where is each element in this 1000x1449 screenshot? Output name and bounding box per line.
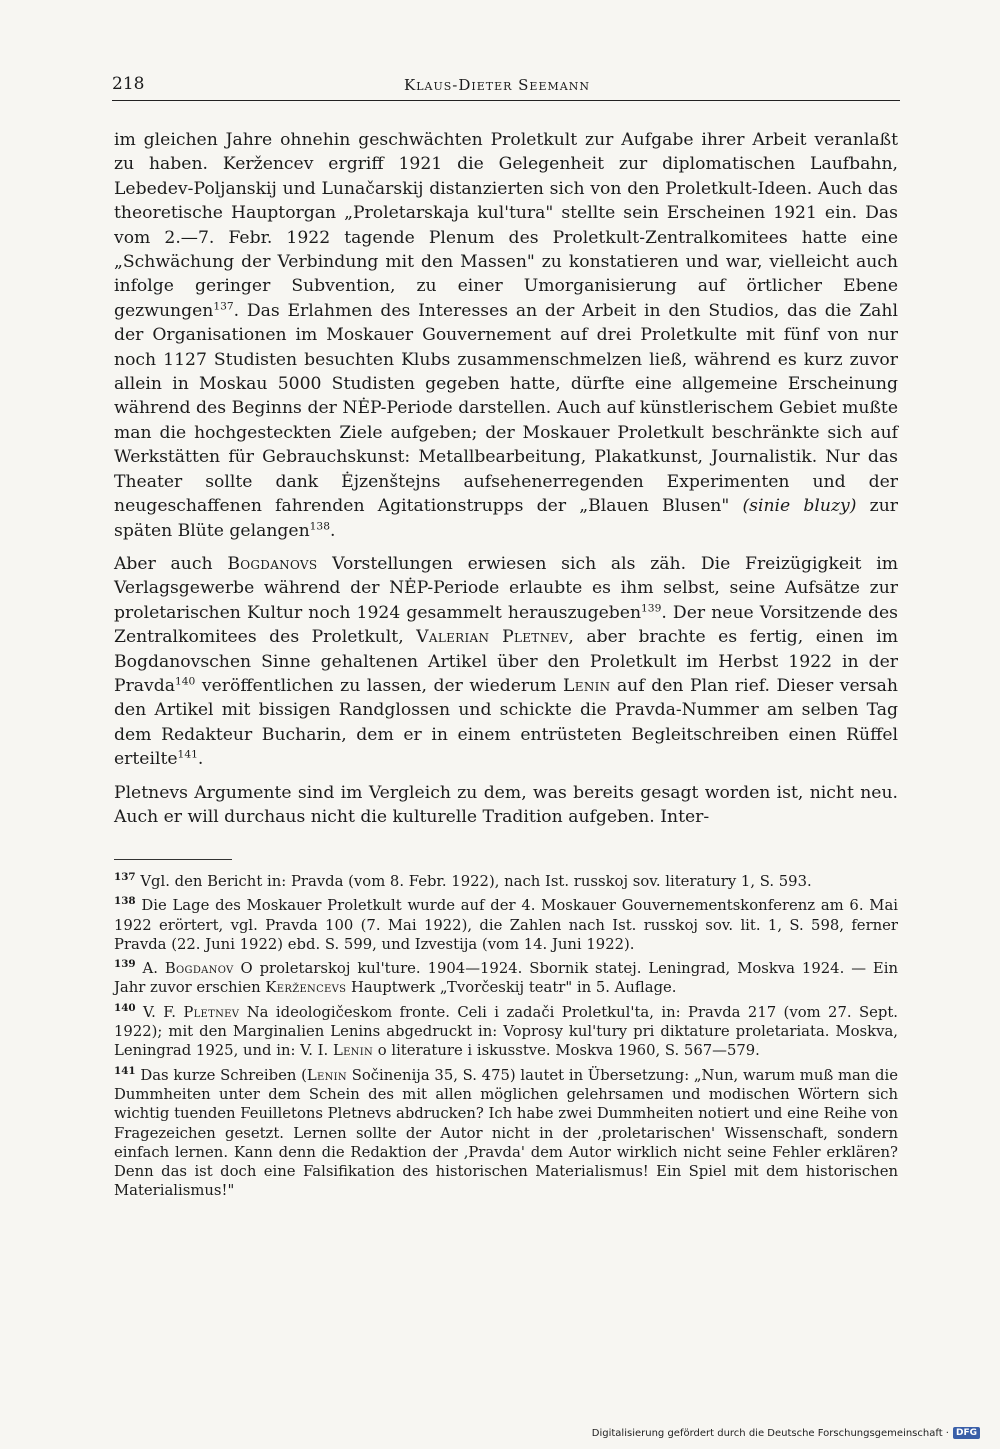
footnote-number: 138 [114,895,136,908]
dfg-logo-icon: DFG [953,1427,980,1439]
text-run: Vgl. den Bericht in: Pravda (vom 8. Febr. 1922), nach Ist. russkoj sov. literatury 1, S. 593. [135,873,812,890]
text-run: Vorstellungen erwiesen sich als zäh. Die Freizügigkeit im Verlagsgewerbe während der NĖP-Periode erlaubte es ihm selbst, seine Aufsätze zur proletarischen Kultur noch 1924 gesammelt herauszugeben [114,553,898,623]
author-name: Lenin [306,1066,347,1084]
footnote-141 [114,1066,898,1201]
page-number: 218 [112,74,145,94]
footnote-ref: 138 [309,518,330,532]
footnotes [114,872,898,1206]
author-name: Valerian Pletnev [416,627,569,648]
text-run: V. F. [135,1003,184,1021]
text-run: Die Lage des Moskauer Proletkult wurde auf der 4. Moskauer Gouvernementskonferenz am 6. Mai 1922 erörtert, vgl. Pravda 100 (7. Mai 1922), die Zahlen nach Ist. russkoj sov. lit. 1, S. 598, ferner Pravda (22. Juni 1922) ebd. S. 599, und Izvestija (vom 14. Juni 1922). [114,897,898,953]
footnote-ref: 139 [641,600,662,614]
author-name: Lenin [563,675,611,696]
footnote-number: 141 [114,1064,136,1077]
footnote-137 [114,872,898,891]
text-run: Sočinenija 35, S. 475) lautet in Übersetzung: „Nun, warum muß man die Dummheiten unter dem Schein des mit allen möglichen gelehrsamen und modischen Wörtern sich wichtig tuenden Feuilletons Pletnevs abdrucken? Ich habe zwei Dummheiten notiert und eine Reihe von Fragezeichen gesetzt. Lernen sollte der Autor nicht in der ‚proletarischen' Wissenschaft, sondern einfach lernen. Kann denn die Redaktion der ‚Pravda' dem Autor wirklich nicht seine Fehler erklären? Denn das ist doch eine Falsifikation des historischen Materialismus! Ein Spiel mit dem historischen Materialismus!" [114,1066,898,1200]
text-run: O proletarskoj kul'ture. 1904—1924. Sbornik statej. Leningrad, Moskva 1924. — Ein Jahr zuvor erschien [114,960,898,997]
author-name: Bogdanovs [227,553,318,574]
digitization-credit [592,1427,980,1439]
text-run: , aber brachte es fertig, einen im Bogdanovschen Sinne gehaltenen Artikel über den Proletkult im Herbst 1922 in der Pravda [114,627,898,696]
paragraph-1 [114,128,898,543]
footnote-ref: 137 [213,299,234,313]
author-name: Lenin [332,1042,374,1060]
body-text [114,128,898,838]
text-run: im gleichen Jahre ohnehin geschwächten Proletkult zur Aufgabe ihrer Arbeit veranlaßt zu haben. Keržencev ergriff 1921 die Gelegenheit zur diplomatischen Laufbahn, Lebedev-Poljanskij und Lunačarskij distanzierten sich von den Proletkult-Ideen. Auch das theoretische Hauptorgan „Proletarskaja kul'tura" stellte sein Erscheinen 1921 ein. Das vom 2.—7. Febr. 1922 tagende Plenum des Proletkult-Zentralkomitees hatte eine „Schwächung der Verbindung mit den Massen" zu konstatieren und war, vielleicht auch infolge geringer Subvention, zu einer Umorganisierung auf örtlicher Ebene gezwungen [114,130,898,321]
text-run: Das kurze Schreiben ( [135,1066,307,1084]
credit-text: Digitalisierung gefördert durch die Deutsche Forschungsgemeinschaft · [591,1427,949,1439]
paragraph-2 [114,552,898,772]
running-head: Klaus-Dieter Seemann [404,76,590,94]
page-header [112,74,900,101]
text-run: veröffentlichen zu lassen, der wiederum [195,675,564,696]
text-run: zur späten Blüte gelangen [114,496,899,541]
text-run: Hauptwerk „Tvorčeskij teatr" in 5. Auflage. [346,979,677,997]
text-run: o literature i iskusstve. Moskva 1960, S. 567—579. [373,1042,760,1060]
footnote-number: 137 [114,871,136,884]
footnote-ref: 141 [177,747,198,761]
footnote-number: 140 [114,1001,136,1014]
author-name: Pletnev [183,1003,240,1021]
author-name: Keržencevs [265,979,347,997]
paragraph-3 [114,781,898,830]
text-run: Aber auch [114,553,228,574]
footnote-divider [114,859,232,860]
text-run: . [330,520,336,541]
text-run: A. [135,960,165,978]
text-run: . [197,749,204,770]
italic-term: (sinie bluzy) [742,496,857,517]
text-run: Na ideologičeskom fronte. Celi i zadači Proletkul'ta, in: Pravda 217 (vom 27. Sept. 1922); mit den Marginalien Lenins abgedruckt in: Voprosy kul'tury pri diktature proletariata. Moskva, Leningrad 1925, und in: V. I. [114,1003,899,1060]
footnote-138 [114,896,898,954]
footnote-140 [114,1003,898,1061]
text-run: . Der neue Vorsitzende des Zentralkomitees des Proletkult, [114,602,898,648]
text-run: . Das Erlahmen des Interesses an der Arbeit in den Studios, das die Zahl der Organisationen im Moskauer Gouvernement auf drei Proletkulte mit fünf von nur noch 1127 Studisten besuchten Klubs zusammenschmelzen ließ, während es kurz zuvor allein in Moskau 5000 Studisten gegeben hatte, dürfte eine allgemeine Erscheinung während des Beginns der NĖP-Periode darstellen. Auch auf künstlerischem Gebiet mußte man die hochgesteckten Ziele aufgeben; der Moskauer Proletkult beschränkte sich auf Werkstätten für Gebrauchskunst: Metallbearbeitung, Plakatkunst, Journalistik. Nur das Theater sollte dank Ėjzenštejns aufsehenerregenden Experimenten und der neugeschaffenen fahrenden Agitationstrupps der „Blauen Blusen" [114,300,898,517]
text-run: Pletnevs Argumente sind im Vergleich zu dem, was bereits gesagt worden ist, nicht neu. Auch er will durchaus nicht die kulturelle Tradition aufgeben. Inter- [114,782,898,827]
author-name: Bogdanov [164,960,234,978]
footnote-139 [114,959,898,998]
text-run: auf den Plan rief. Dieser versah den Artikel mit bissigen Randglossen und schickte die Pravda-Nummer am selben Tag dem Redakteur Bucharin, dem er in einem entrüsteten Begleitschreiben einen Rüffel erteilte [114,675,898,770]
footnote-number: 139 [114,958,136,971]
footnote-ref: 140 [175,674,196,688]
